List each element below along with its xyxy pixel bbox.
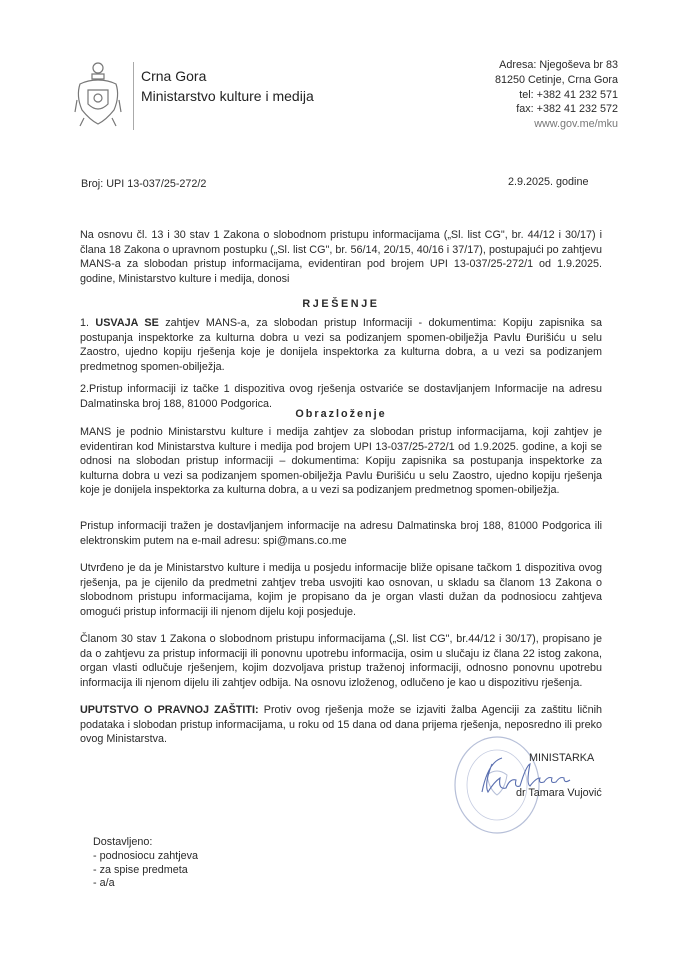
reasoning-paragraph: Utvrđeno je da je Ministarstvo kulture i medija u posjedu informacije bliže opisane tačkom 1 dispozitiva ovog rješenja, pa je cijenilo da predmetni zahtjev treba usvojiti kao osnovan, u skladu sa članom 13 Zakona o slobodnom pristupu informacijama, kojim je propisano da je organ vlasti dužan da podnosiocu zahtjeva omogući pristup informaciji ili njenom dijelu koji posjeduje.: [80, 562, 602, 618]
address-line: Adresa: Njegoševa br 83: [499, 59, 618, 71]
item-number: 1.: [80, 317, 96, 329]
intro-paragraph: Na osnovu čl. 13 i 30 stav 1 Zakona o slobodnom pristupu informacijama („Sl. list CG", br. 44/12 i 30/17) i člana 18 Zakona o upravnom postupku („Sl. list CG", br. 56/14, 20/15, 40/16 i 37/17), postupajući po zahtjevu MANS-a za slobodan pristup informacijama, evidentiran pod brojem UPI 13-037/25-272/1 od 1.9.2025. godine, Ministarstvo kulture i medija, donosi: [80, 229, 602, 285]
legal-remedy-heading: UPUTSTVO O PRAVNOJ ZAŠTITI:: [80, 704, 259, 716]
reasoning-paragraph: Članom 30 stav 1 Zakona o slobodnom pristupu informacijama („Sl. list CG", br.44/12 i 30/17), propisano je da o zahtjevu za pristup informaciji ili ponovnu upotrebu informacija, osim u slučaju iz člana 22 istog zakona, organ vlasti odlučuje rješenjem, kojim dozvoljava pristup traženoj informaciji, odnosno ponovnu upotrebu informacija ili njenom dijelu ili zahtjev odbija. Na osnovu izloženog, odlučeno je kao u dispozitivu rješenja.: [80, 633, 602, 689]
phone: tel: +382 41 232 571: [519, 88, 618, 101]
signatory-title: MINISTARKA: [529, 752, 595, 764]
header-divider: [133, 62, 134, 130]
fax: fax: +382 41 232 572: [516, 103, 618, 116]
delivery-item: - a/a: [93, 877, 115, 890]
signatory-name: dr Tamara Vujović: [516, 787, 602, 799]
delivery-item: - podnosiocu zahtjeva: [93, 849, 199, 862]
contact-address: [495, 58, 618, 132]
address-line: 81250 Cetinje, Crna Gora: [494, 73, 618, 86]
org-ministry: Ministarstvo kulture i medija: [141, 88, 314, 104]
reasoning-paragraph: MANS je podnio Ministarstvu kulture i medija zahtjev za slobodan pristup informacijama, koji zahtjev je evidentiran kod Ministarstva kulture i medija pod brojem UPI 13-037/25-272/1 od 1.9.2025. godine, a koji se odnosi na slobodan pristup informaciji – dokumentima: Kopiju zapisnika sa postupanja inspektorke za kulturna dobra u vezi sa podizanjem spomen-obilježja Pavlu Đurišiću u selu Zaostro, ujedno kopiju rješenja koje je donijela inspektorka za kulturna dobra, a u vezi sa podizanjem predmetnog spomen-obilježja.: [80, 426, 602, 497]
coat-of-arms-logo: [74, 60, 122, 137]
org-country: Crna Gora: [141, 68, 207, 84]
website-link[interactable]: www.gov.me/mku: [534, 118, 618, 131]
reference-number: Broj: UPI 13-037/25-272/2: [81, 178, 207, 190]
decision-title: RJEŠENJE: [302, 298, 380, 310]
item-bold-text: USVAJA SE: [95, 317, 159, 329]
reasoning-title: Obrazloženje: [295, 408, 387, 420]
document-date: 2.9.2025. godine: [508, 176, 589, 188]
reasoning-paragraph: Pristup informaciji tražen je dostavljanjem informacije na adresu Dalmatinska broj 188, 81000 Podgorica ili elektronskim putem na e-mail adresu: spi@mans.co.me: [80, 520, 602, 547]
legal-remedy-text: Protiv ovog rješenja može se izjaviti žalba Agenciji za zaštitu ličnih podataka i slobodan pristup informacijama, u roku od 15 dana od dana prijema rješenja, neposredno ili preko ovog Ministarstva.: [80, 704, 602, 746]
delivery-label: Dostavljeno:: [93, 836, 153, 848]
delivery-list: [93, 836, 198, 891]
delivery-item: - za spise predmeta: [93, 863, 188, 876]
decision-item-2: 2.Pristup informaciji iz tačke 1 dispozitiva ovog rješenja ostvariće se dostavljanjem Informacije na adresu Dalmatinska broj 188, 81000 Podgorica.: [80, 383, 602, 410]
decision-item-1: [80, 316, 602, 374]
item-text: zahtjev MANS-a, za slobodan pristup Informaciji - dokumentima: Kopiju zapisnika sa postupanja inspektorke za kulturna dobra u vezi sa podizanjem spomen-obilježja Pavlu Đurišiću u selu Zaostro, ujedno kopiju rješenja koje je donijela inspektorka za kulturna dobra, a u vezi sa podizanjem predmetnog spomen-obilježja.: [80, 317, 603, 373]
